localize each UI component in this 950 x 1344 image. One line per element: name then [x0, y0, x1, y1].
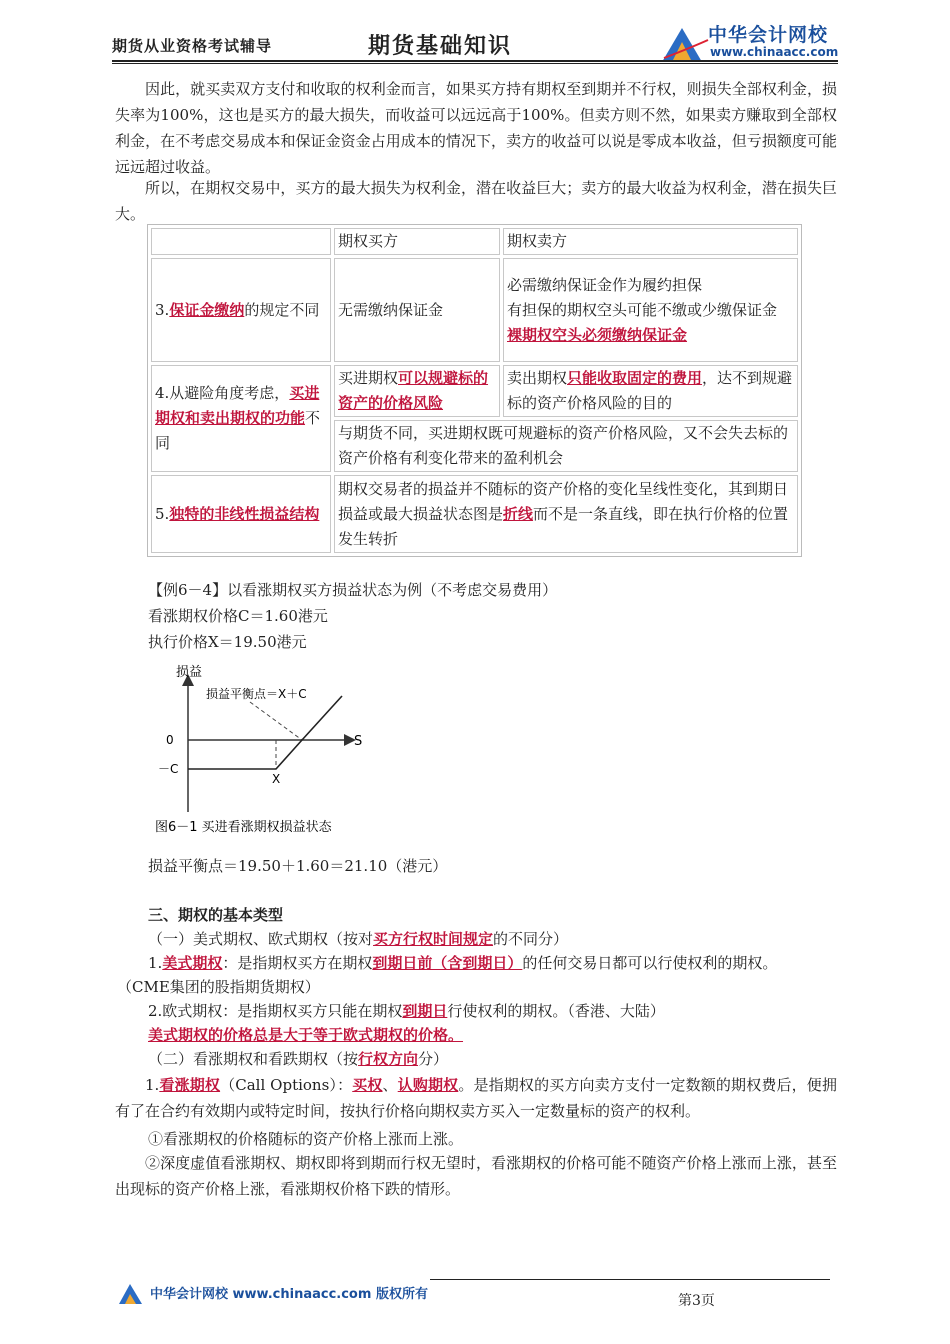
table-cell-item3-seller: 必需缴纳保证金作为履约担保 有担保的期权空头可能不缴或少缴保证金 裸期权空头必须缴纳保证金 [503, 258, 798, 362]
page-number: 第3页 [678, 1293, 715, 1309]
table-cell-item3: 3.保证金缴纳的规定不同 [151, 258, 331, 362]
table-cell-item4-buyer: 买进期权可以规避标的资产的价格风险 [334, 365, 500, 417]
table-row [151, 228, 798, 255]
table-cell-item3-buyer: 无需缴纳保证金 [334, 258, 500, 362]
call-note-2: ②深度虚值看涨期权、期权即将到期而行权无望时，看涨期权的价格可能不随资产价格上涨而上涨，甚至出现标的资产价格上涨，看涨期权价格下跌的情形。 [115, 1154, 837, 1198]
paragraph-1: 因此，就买卖双方支付和收取的权利金而言，如果买方持有期权至到期并不行权，则损失全部权利金，损失率为100%，这也是买方的最大损失，而收益可以远远高于100%。但卖方则不然，如果卖方赚取到全部权利金，在不考虑交易成本和保证金资金占用成本的情况下，卖方的收益可以说是零成本收益，但亏损额度可能远远超过收益。 [115, 80, 837, 176]
table-row [151, 475, 798, 553]
payoff-line [188, 696, 342, 769]
example-breakeven: 损益平衡点＝19.50＋1.60＝21.10（港元） [148, 857, 448, 875]
european-option-def: 2.欧式期权：是指期权买方只能在期权到期日行使权利的期权。（香港、大陆） [148, 1002, 665, 1020]
y-tick-zero: 0 [166, 733, 174, 747]
logo-url: www.chinaacc.com [710, 45, 839, 59]
subsection-1: （一）美式期权、欧式期权（按对买方行权时间规定的不同分） [148, 930, 569, 948]
american-option-note: （CME集团的股指期货期权） [117, 978, 320, 996]
table-row [151, 365, 798, 417]
header-left-title: 期货从业资格考试辅导 [112, 37, 273, 55]
breakeven-pointer-line [250, 702, 302, 740]
table-header-buyer: 期权买方 [334, 228, 500, 255]
example-price: 看涨期权价格C＝1.60港元 [148, 607, 328, 625]
table-cell-item5: 5.独特的非线性损益结构 [151, 475, 331, 553]
table-cell-item4: 4.从避险角度考虑，买进期权和卖出期权的功能不同 [151, 365, 331, 472]
payoff-chart [150, 660, 410, 840]
price-rule: 美式期权的价格总是大于等于欧式期权的价格。 [148, 1026, 464, 1044]
footer-rule [430, 1279, 830, 1280]
table-row [151, 258, 798, 362]
table-cell-empty [151, 228, 331, 255]
y-axis-label: 损益 [176, 665, 203, 680]
chart-caption: 图6－1 买进看涨期权损益状态 [155, 820, 332, 835]
footer-logo-icon [118, 1282, 146, 1306]
example-title: 【例6－4】以看涨期权买方损益状态为例（不考虑交易费用） [148, 581, 558, 599]
table-cell-item5-desc: 期权交易者的损益并不随标的资产价格的变化呈线性变化，其到期日损益或最大损益状态图是折线而不是一条直线，即在执行价格的位置发生转折 [334, 475, 798, 553]
american-option-def: 1.美式期权：是指期权买方在期权到期日前（含到期日）的任何交易日都可以行使权利的期权。 [148, 954, 778, 972]
call-note-1: ①看涨期权的价格随标的资产价格上涨而上涨。 [148, 1130, 464, 1148]
paragraph-2: 所以，在期权交易中，买方的最大损失为权利金，潜在收益巨大；卖方的最大收益为权利金，潜在损失巨大。 [115, 179, 837, 223]
header-rule [112, 60, 838, 62]
y-tick-minus-c: －C [158, 762, 179, 776]
header-rule-thin [112, 63, 838, 64]
footer-copyright: 中华会计网校 www.chinaacc.com 版权所有 [150, 1287, 428, 1302]
breakeven-annotation: 损益平衡点＝X＋C [206, 687, 307, 701]
table-cell-item4-seller: 卖出期权只能收取固定的费用，达不到规避标的资产价格风险的目的 [503, 365, 798, 417]
table-cell-item4-merged: 与期货不同，买进期权既可规避标的资产价格风险，又不会失去标的资产价格有利变化带来的盈利机会 [334, 420, 798, 472]
section-heading: 三、期权的基本类型 [148, 906, 284, 924]
header-center-title: 期货基础知识 [368, 33, 513, 59]
example-strike: 执行价格X＝19.50港元 [148, 633, 307, 651]
x-tick-strike: X [272, 772, 281, 786]
subsection-2: （二）看涨期权和看跌期权（按行权方向分） [148, 1050, 449, 1068]
comparison-table [147, 224, 802, 557]
call-option-def: 1.看涨期权（Call Options）：买权、认购期权。是指期权的买方向卖方支付一定数额的期权费后，便拥有了在合约有效期内或特定时间，按执行价格向期权卖方买入一定数量标的资产的权利。 [115, 1076, 837, 1120]
x-axis-label: S [354, 734, 363, 749]
logo-name: 中华会计网校 [708, 24, 829, 46]
table-header-seller: 期权卖方 [503, 228, 798, 255]
